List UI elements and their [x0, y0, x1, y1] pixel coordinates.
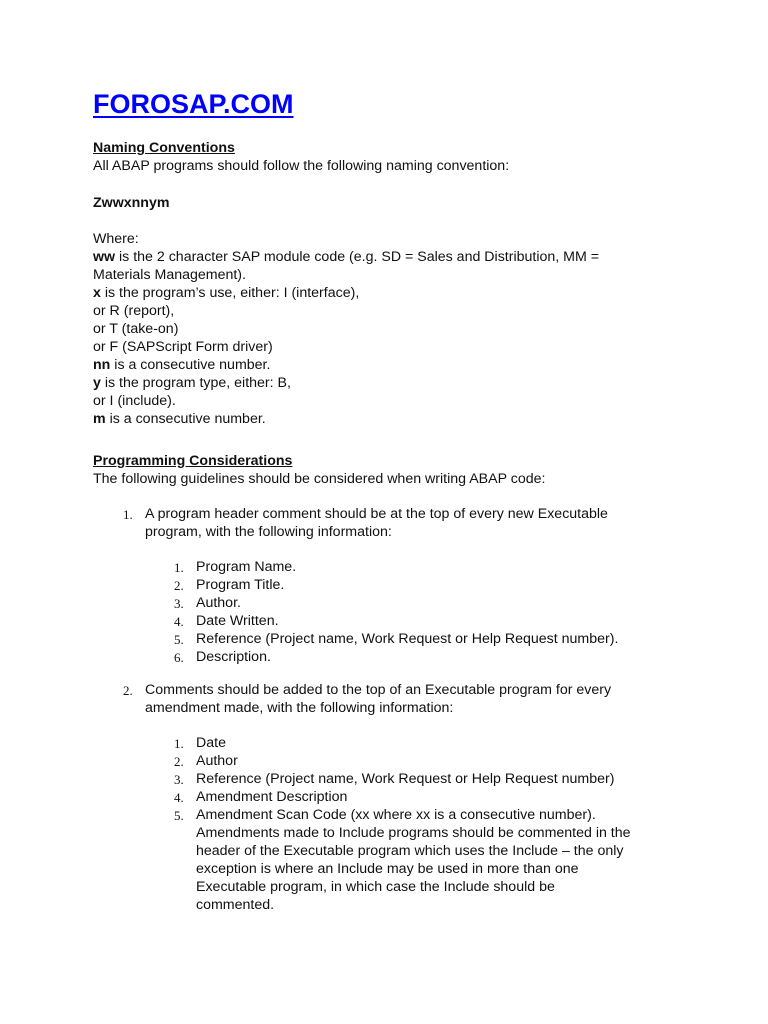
- guideline-text: [93, 681, 713, 717]
- programming-intro: The following guidelines should be considered when writing ABAP code:: [93, 471, 546, 487]
- naming-definitions: [93, 248, 713, 428]
- definition-code: m: [93, 411, 106, 427]
- naming-pattern: Zwwxnnym: [93, 195, 170, 211]
- guideline-number: 2.: [123, 683, 133, 698]
- sublist-number: 5.: [174, 632, 184, 647]
- sublist-item: [93, 648, 713, 666]
- sublist-item: [93, 806, 713, 914]
- definition-code: ww: [93, 249, 116, 265]
- sublist-text: exception is where an Include may be used in more than one: [196, 861, 579, 877]
- sublist-item: [93, 770, 713, 788]
- sublist-item: [93, 576, 713, 594]
- sublist: [93, 558, 713, 666]
- naming-conventions-heading: Naming Conventions: [93, 140, 235, 156]
- definition-line: [93, 266, 713, 284]
- definition-text: Materials Management).: [93, 267, 246, 283]
- sublist-number: 4.: [174, 614, 184, 629]
- sublist-text: Executable program, in which case the Include should be: [196, 879, 555, 895]
- sublist-item: [93, 630, 713, 648]
- where-label: Where:: [93, 231, 139, 247]
- sublist-text: Author: [196, 753, 238, 769]
- guideline-line: Comments should be added to the top of an Executable program for every: [145, 682, 612, 698]
- sublist-number: 1.: [174, 560, 184, 575]
- sublist-item: [93, 594, 713, 612]
- definition-line: [93, 392, 713, 410]
- definition-code: nn: [93, 357, 111, 373]
- definition-line: [93, 302, 713, 320]
- definition-text: or R (report),: [93, 303, 175, 319]
- sublist-text: commented.: [196, 897, 275, 913]
- sublist-number: 6.: [174, 650, 184, 665]
- site-title-link[interactable]: FOROSAP.COM: [93, 89, 294, 119]
- definition-line: [93, 320, 713, 338]
- sublist-text: header of the Executable program which uses the Include – the only: [196, 843, 624, 859]
- definition-text: or F (SAPScript Form driver): [93, 339, 273, 355]
- definition-text: is the 2 character SAP module code (e.g. SD = Sales and Distribution, MM =: [115, 249, 600, 265]
- sublist-number: 3.: [174, 772, 184, 787]
- definition-text: is a consecutive number.: [105, 411, 266, 427]
- sublist-item: [93, 752, 713, 770]
- definition-text: is the program type, either: B,: [100, 375, 291, 391]
- definition-line: [93, 410, 713, 428]
- sublist-item: [93, 558, 713, 576]
- sublist-text: Reference (Project name, Work Request or Help Request number): [196, 771, 615, 787]
- definition-line: [93, 338, 713, 356]
- guideline-line: A program header comment should be at the top of every new Executable: [145, 506, 608, 522]
- definition-line: [93, 248, 713, 266]
- guideline-line: amendment made, with the following information:: [145, 700, 454, 716]
- sublist-number: 3.: [174, 596, 184, 611]
- naming-intro: All ABAP programs should follow the following naming convention:: [93, 158, 510, 174]
- guideline-text: [93, 505, 713, 541]
- sublist-text: Amendments made to Include programs should be commented in the: [196, 825, 631, 841]
- definition-line: [93, 356, 713, 374]
- sublist-number: 4.: [174, 790, 184, 805]
- sublist-number: 5.: [174, 808, 184, 823]
- definition-code: x: [93, 285, 101, 301]
- sublist-text: Program Title.: [196, 577, 285, 593]
- sublist-number: 1.: [174, 736, 184, 751]
- programming-considerations-heading: Programming Considerations: [93, 453, 293, 469]
- definition-text: is the program’s use, either: I (interface),: [100, 285, 360, 301]
- sublist-text: Amendment Scan Code (xx where xx is a consecutive number).: [196, 807, 596, 823]
- sublist-number: 2.: [174, 578, 184, 593]
- sublist-text: Date Written.: [196, 613, 279, 629]
- guideline-number: 1.: [123, 507, 133, 522]
- sublist-item: [93, 734, 713, 752]
- sublist-number: 2.: [174, 754, 184, 769]
- sublist: [93, 734, 713, 914]
- sublist-text: Reference (Project name, Work Request or Help Request number).: [196, 631, 619, 647]
- sublist-text: Program Name.: [196, 559, 297, 575]
- sublist-text: Description.: [196, 649, 271, 665]
- definition-line: [93, 374, 713, 392]
- definition-text: or T (take-on): [93, 321, 179, 337]
- definition-text: is a consecutive number.: [110, 357, 271, 373]
- sublist-item: [93, 612, 713, 630]
- guideline-line: program, with the following information:: [145, 524, 392, 540]
- definition-line: [93, 284, 713, 302]
- guideline-item: [93, 681, 713, 717]
- sublist-text: Amendment Description: [196, 789, 348, 805]
- definition-code: y: [93, 375, 101, 391]
- sublist-item: [93, 788, 713, 806]
- definition-text: or I (include).: [93, 393, 176, 409]
- guideline-item: [93, 505, 713, 541]
- sublist-text: Date: [196, 735, 226, 751]
- sublist-text: Author.: [196, 595, 241, 611]
